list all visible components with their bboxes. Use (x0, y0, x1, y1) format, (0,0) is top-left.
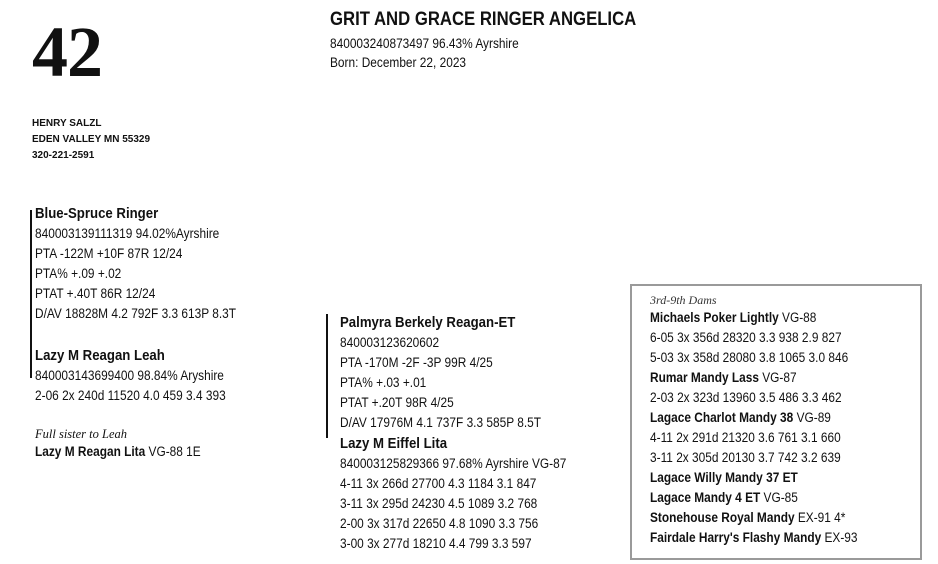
sire-line: 840003139111319 94.02%Ayrshire (35, 226, 220, 241)
animal-details (330, 34, 519, 72)
maternal-grandsire-block (340, 313, 541, 433)
sire-name: Blue-Spruce Ringer (35, 205, 159, 222)
dams-header: 3rd-9th Dams (650, 293, 717, 307)
sire-dam-bracket (30, 210, 32, 378)
dam-row: 2-03 2x 323d 13960 3.5 486 3.3 462 (650, 390, 842, 405)
sire-block (35, 204, 236, 324)
granddam-line: 840003125829366 97.68% Ayrshire VG-87 (340, 456, 567, 471)
sire-line: PTAT +.40T 86R 12/24 (35, 286, 156, 301)
dam-line: 2-06 2x 240d 11520 4.0 459 3.4 393 (35, 388, 226, 403)
full-sister-block (35, 426, 223, 462)
maternal-bracket (326, 314, 328, 438)
maternal-grandsire-line: PTA% +.03 +.01 (340, 375, 427, 390)
maternal-grandsire-line: PTA -170M -2F -3P 99R 4/25 (340, 355, 493, 370)
dam-row: Michaels Poker Lightly VG-88 (650, 310, 817, 325)
dam-row: Lagace Mandy 4 ET VG-85 (650, 490, 798, 505)
dam-line: 840003143699400 98.84% Aryshire (35, 368, 224, 383)
dam-row: 4-11 2x 291d 21320 3.6 761 3.1 660 (650, 430, 841, 445)
dam-row: 6-05 3x 356d 28320 3.3 938 2.9 827 (650, 330, 842, 345)
granddam-line: 3-00 3x 277d 18210 4.4 799 3.3 597 (340, 536, 532, 551)
dams-list (650, 292, 886, 548)
sire-line: PTA% +.09 +.02 (35, 266, 122, 281)
dam-row: Fairdale Harry's Flashy Mandy EX-93 (650, 530, 858, 545)
maternal-grandsire-line: D/AV 17976M 4.1 737F 3.3 585P 8.5T (340, 415, 541, 430)
dam-row: Stonehouse Royal Mandy EX-91 4* (650, 510, 846, 525)
full-sister-label: Full sister to Leah (35, 427, 128, 441)
consignor-name: HENRY SALZL (32, 118, 102, 129)
granddam-name: Lazy M Eiffel Lita (340, 435, 448, 452)
maternal-grandsire-name: Palmyra Berkely Reagan-ET (340, 314, 516, 331)
dam-row: 3-11 2x 305d 20130 3.7 742 3.2 639 (650, 450, 841, 465)
animal-id-line: 840003240873497 96.43% Ayrshire (330, 36, 519, 51)
dam-row: Lagace Charlot Mandy 38 VG-89 (650, 410, 831, 425)
animal-born: Born: December 22, 2023 (330, 55, 467, 70)
dam-row: Lagace Willy Mandy 37 ET (650, 470, 798, 485)
maternal-grandsire-line: 840003123620602 (340, 335, 440, 350)
dam-name: Lazy M Reagan Leah (35, 347, 165, 364)
consignor-address: EDEN VALLEY MN 55329 (32, 134, 151, 145)
consignor-info (32, 116, 150, 164)
granddam-block (340, 434, 566, 554)
full-sister-name: Lazy M Reagan Lita (35, 444, 146, 459)
full-sister-row (35, 442, 201, 462)
sire-line: D/AV 18828M 4.2 792F 3.3 613P 8.3T (35, 306, 236, 321)
dam-row: 5-03 3x 358d 28080 3.8 1065 3.0 846 (650, 350, 849, 365)
animal-name: GRIT AND GRACE RINGER ANGELICA (330, 9, 637, 30)
granddam-line: 2-00 3x 317d 22650 4.8 1090 3.3 756 (340, 516, 539, 531)
dams-box (630, 284, 922, 560)
dam-row: Rumar Mandy Lass VG-87 (650, 370, 797, 385)
granddam-line: 3-11 3x 295d 24230 4.5 1089 3.2 768 (340, 496, 538, 511)
lot-number: 42 (32, 12, 102, 92)
granddam-line: 4-11 3x 266d 27700 4.3 1184 3.1 847 (340, 476, 537, 491)
maternal-grandsire-line: PTAT +.20T 98R 4/25 (340, 395, 454, 410)
consignor-phone: 320-221-2591 (32, 150, 95, 161)
sire-line: PTA -122M +10F 87R 12/24 (35, 246, 183, 261)
dam-block (35, 346, 226, 406)
full-sister-classification: VG-88 1E (145, 444, 201, 459)
